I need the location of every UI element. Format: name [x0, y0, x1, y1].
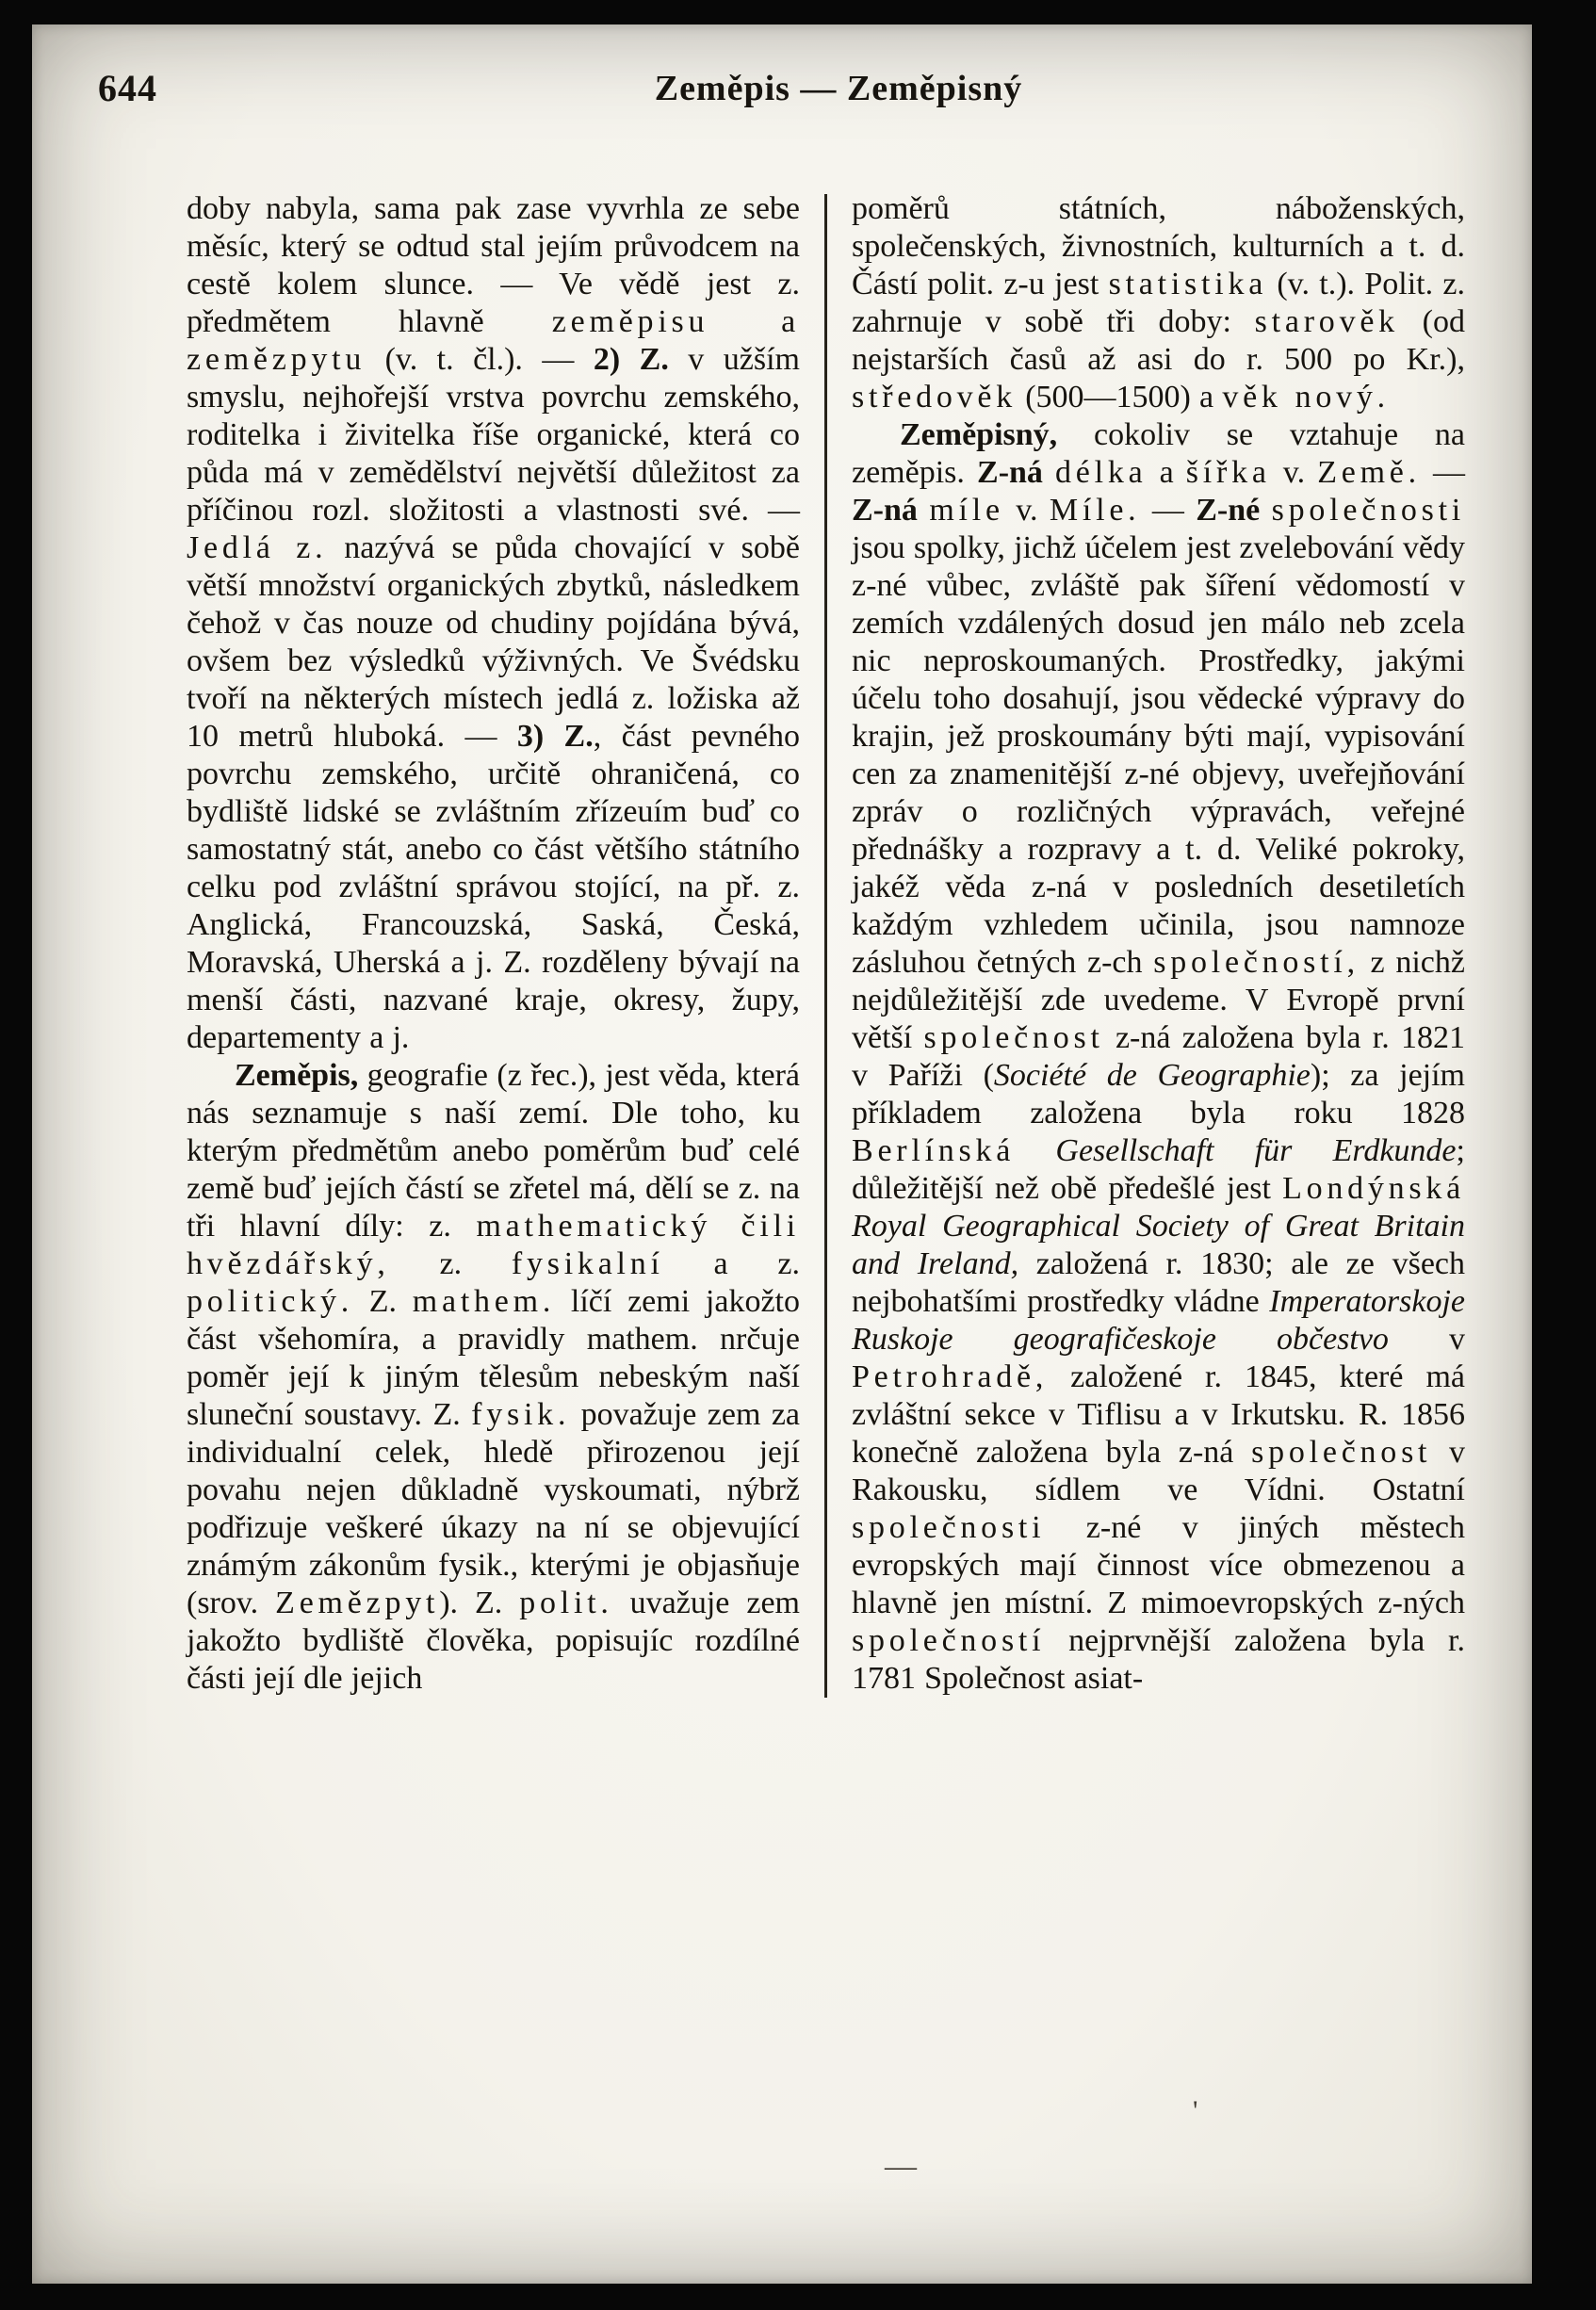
text-segment: společností, — [1153, 945, 1360, 980]
left-text-column — [187, 190, 800, 1698]
text-segment: (v. t. čl.). — — [366, 342, 594, 377]
text-segment: (v. t.). Polit. z. zahrnuje v sobě tři doby: — [852, 267, 1465, 339]
text-segment: polit. — [519, 1586, 613, 1620]
text-segment: poměrů státních, náboženských, společenských, živnostních, kulturních a t. d. Částí polit. z-u jest — [852, 191, 1465, 301]
italic-name: Royal Geographical Society of Great Britain and Ireland, — [852, 1209, 1465, 1281]
headword: Z-ná — [852, 493, 918, 528]
text-segment: z nichž nejdůležitější zde uvedeme. V Evropě první větší — [852, 945, 1465, 1055]
text-segment: a — [1147, 455, 1186, 490]
text-segment: — — [1140, 493, 1197, 528]
headword: Zeměpis, — [235, 1058, 359, 1093]
text-segment — [918, 493, 929, 528]
text-segment: mathematický čili hvězdářský, — [187, 1209, 800, 1281]
headword: 2) Z. — [593, 342, 669, 377]
text-segment: z. — [389, 1246, 512, 1281]
text-segment: v — [1388, 1322, 1465, 1357]
text-segment: z-né v jiných městech evropských mají činnost více obmezenou a hlavně jen místní. Z mimoevropských z-ných — [852, 1510, 1465, 1620]
italic-name: Société de Geographie — [993, 1058, 1311, 1093]
text-segment: nazývá se půda chovající v sobě větší množství organických zbytků, následkem čehož v čas nouze od chudiny pojídána bývá, ovšem bez výsledků výživných. Ve Švédsku tvoří na některých místech jedlá z. ložiska až 10 metrů hluboká. — — [187, 530, 800, 754]
text-segment: v. — [1003, 493, 1050, 528]
italic-name: Gesellschaft für Erdkunde — [1055, 1133, 1457, 1168]
page-title: Zeměpis — Zeměpisný — [654, 69, 1023, 108]
column-divider-rule — [824, 194, 827, 1698]
headword: Zeměpisný, — [900, 417, 1058, 452]
scan-artifact-tick: ' — [1193, 2095, 1198, 2126]
text-segment: ); za jejím příkladem založena byla roku 1828 — [852, 1058, 1466, 1131]
text-segment: Míle. — [1049, 493, 1141, 528]
text-columns — [32, 179, 1532, 1698]
scan-artifact-dash: — — [885, 2149, 917, 2184]
text-segment: v užším smyslu, nejhořejší vrstva povrchu zemského, roditelka i živitelka říše organické, která co půda má v zemědělství největší důležitost za příčinou rozl. složitosti a vlastnosti své. — — [187, 342, 800, 528]
text-segment: délka — [1055, 455, 1148, 490]
right-text-column — [852, 190, 1465, 1698]
text-segment — [1043, 455, 1055, 490]
scanned-book-page — [32, 24, 1532, 2284]
text-segment — [1260, 493, 1271, 528]
text-segment: v. — [1270, 455, 1318, 490]
text-segment: (od nejstarších časů až asi do r. 500 po Kr.), — [852, 304, 1465, 377]
text-segment: v Rakousku, sídlem ve Vídni. Ostatní — [852, 1435, 1465, 1507]
text-segment: statistika — [1108, 267, 1268, 301]
text-segment: ; důležitější než obě předešlé jest — [852, 1133, 1465, 1206]
text-segment: — — [1420, 455, 1466, 490]
text-segment: společností — [852, 1623, 1046, 1658]
text-segment: šířka — [1185, 455, 1271, 490]
text-segment: líčí zemi jakožto část všehomíra, a pravidly mathem. nrčuje poměr její k jiným tělesům nebeským naší sluneční soustavy. Z. — [187, 1284, 800, 1432]
page-number: 644 — [98, 67, 157, 109]
headword: 3) Z. — [516, 719, 594, 754]
paragraph — [187, 1057, 800, 1698]
text-segment: společnost — [1251, 1435, 1432, 1470]
text-segment: fysikalní — [511, 1246, 664, 1281]
headword: Z-ná — [977, 455, 1043, 490]
text-segment: Petrohradě, — [852, 1359, 1049, 1394]
text-segment: Jedlá z. — [187, 530, 328, 565]
text-segment: zeměpisu a zemězpytu — [187, 304, 800, 377]
text-segment: společnost — [923, 1020, 1104, 1055]
text-segment: založená r. 1830; ale ze všech nejbohatšími prostředky vládne — [852, 1246, 1465, 1319]
text-segment: považuje zem za individualní celek, hledě přirozenou její povahu nejen důkladně vyskoumati, nýbrž podřizuje veškeré úkazy na ní se objevující známým zákonům fysik., kterými je objasňuje (srov. — [187, 1397, 800, 1620]
text-segment: Berlínská — [852, 1133, 1016, 1168]
text-segment: středověk — [852, 380, 1018, 415]
text-segment: Zemězpyt — [275, 1586, 440, 1620]
text-segment: společnosti — [1271, 493, 1465, 528]
paragraph — [187, 190, 800, 1057]
text-segment: cokoliv se vztahuje na zeměpis. — [852, 417, 1465, 490]
text-segment: ). Z. — [439, 1586, 520, 1620]
running-header — [32, 24, 1532, 179]
text-segment: mathem. — [412, 1284, 556, 1319]
text-segment: jsou spolky, jichž účelem jest zvelebování vědy z-né vůbec, zvláště pak šíření vědomostí v zemích vzdálených dosud jen málo neb zcela nic neproskoumaných. Prostředky, jakými účelu toho dosahují, jsou vědecké výpravy do krajin, jež proskoumány býti mají, vypisování cen za znamenitější z-né objevy, uveřejňování zpráv o rozličných výpravách, veřejné přednášky a rozpravy a t. d. Veliké pokroky, jakéž věda z-ná v posledních desetiletích každým vzhledem učinila, jsou namnoze zásluhou četných z-ch — [852, 530, 1465, 980]
text-segment: Země. — [1317, 455, 1421, 490]
italic-name: Imperatorskoje Ruskoje geografičeskoje občestvo — [852, 1284, 1465, 1357]
text-segment: starověk — [1254, 304, 1399, 339]
text-segment: (500—1500) a — [1017, 380, 1223, 415]
text-segment: z-ná založena byla r. 1821 v Paříži ( — [852, 1020, 1465, 1093]
text-segment: Z. — [352, 1284, 413, 1319]
headword: Z-né — [1196, 493, 1261, 528]
text-segment: nejprvnější založena byla r. 1781 Společnost asiat- — [852, 1623, 1465, 1696]
text-segment: míle — [929, 493, 1004, 528]
text-segment: doby nabyla, sama pak zase vyvrhla ze sebe měsíc, který se odtud stal jejím průvodcem na cestě kolem slunce. — Ve vědě jest z. předmětem hlavně — [187, 191, 800, 339]
paragraph — [852, 416, 1465, 1698]
text-segment: založené r. 1845, které má zvláštní sekce v Tiflisu a v Irkutsku. R. 1856 konečně založena byla z-ná — [852, 1359, 1465, 1470]
text-segment: společnosti — [852, 1510, 1046, 1545]
text-segment: , část pevného povrchu zemského, určitě ohraničená, co bydliště lidské se zvláštním zřízeuím buď co samostatný stát, anebo co část většího státního celku pod zvláštní správou stojící, na př. z. Anglická, Francouzská, Saská, Česká, Moravská, Uherská a j. Z. rozděleny bývají na menší části, nazvané kraje, okresy, župy, departementy a j. — [187, 719, 800, 1055]
text-segment: fysik. — [471, 1397, 571, 1432]
text-segment: politický. — [187, 1284, 353, 1319]
text-segment: uvažuje zem jakožto bydliště člověka, popisujíc rozdílné části její dle jejich — [187, 1586, 800, 1696]
text-segment — [1015, 1133, 1055, 1168]
text-segment: věk nový. — [1222, 380, 1390, 415]
text-segment: a z. — [663, 1246, 801, 1281]
text-segment: Londýnská — [1282, 1171, 1465, 1206]
paragraph — [852, 190, 1465, 416]
text-segment: geografie (z řec.), jest věda, která nás seznamuje s naší zemí. Dle toho, ku kterým předmětům anebo poměrům buď celé země buď jejích částí se zřetel má, dělí se z. na tři hlavní díly: z. — [187, 1058, 800, 1244]
